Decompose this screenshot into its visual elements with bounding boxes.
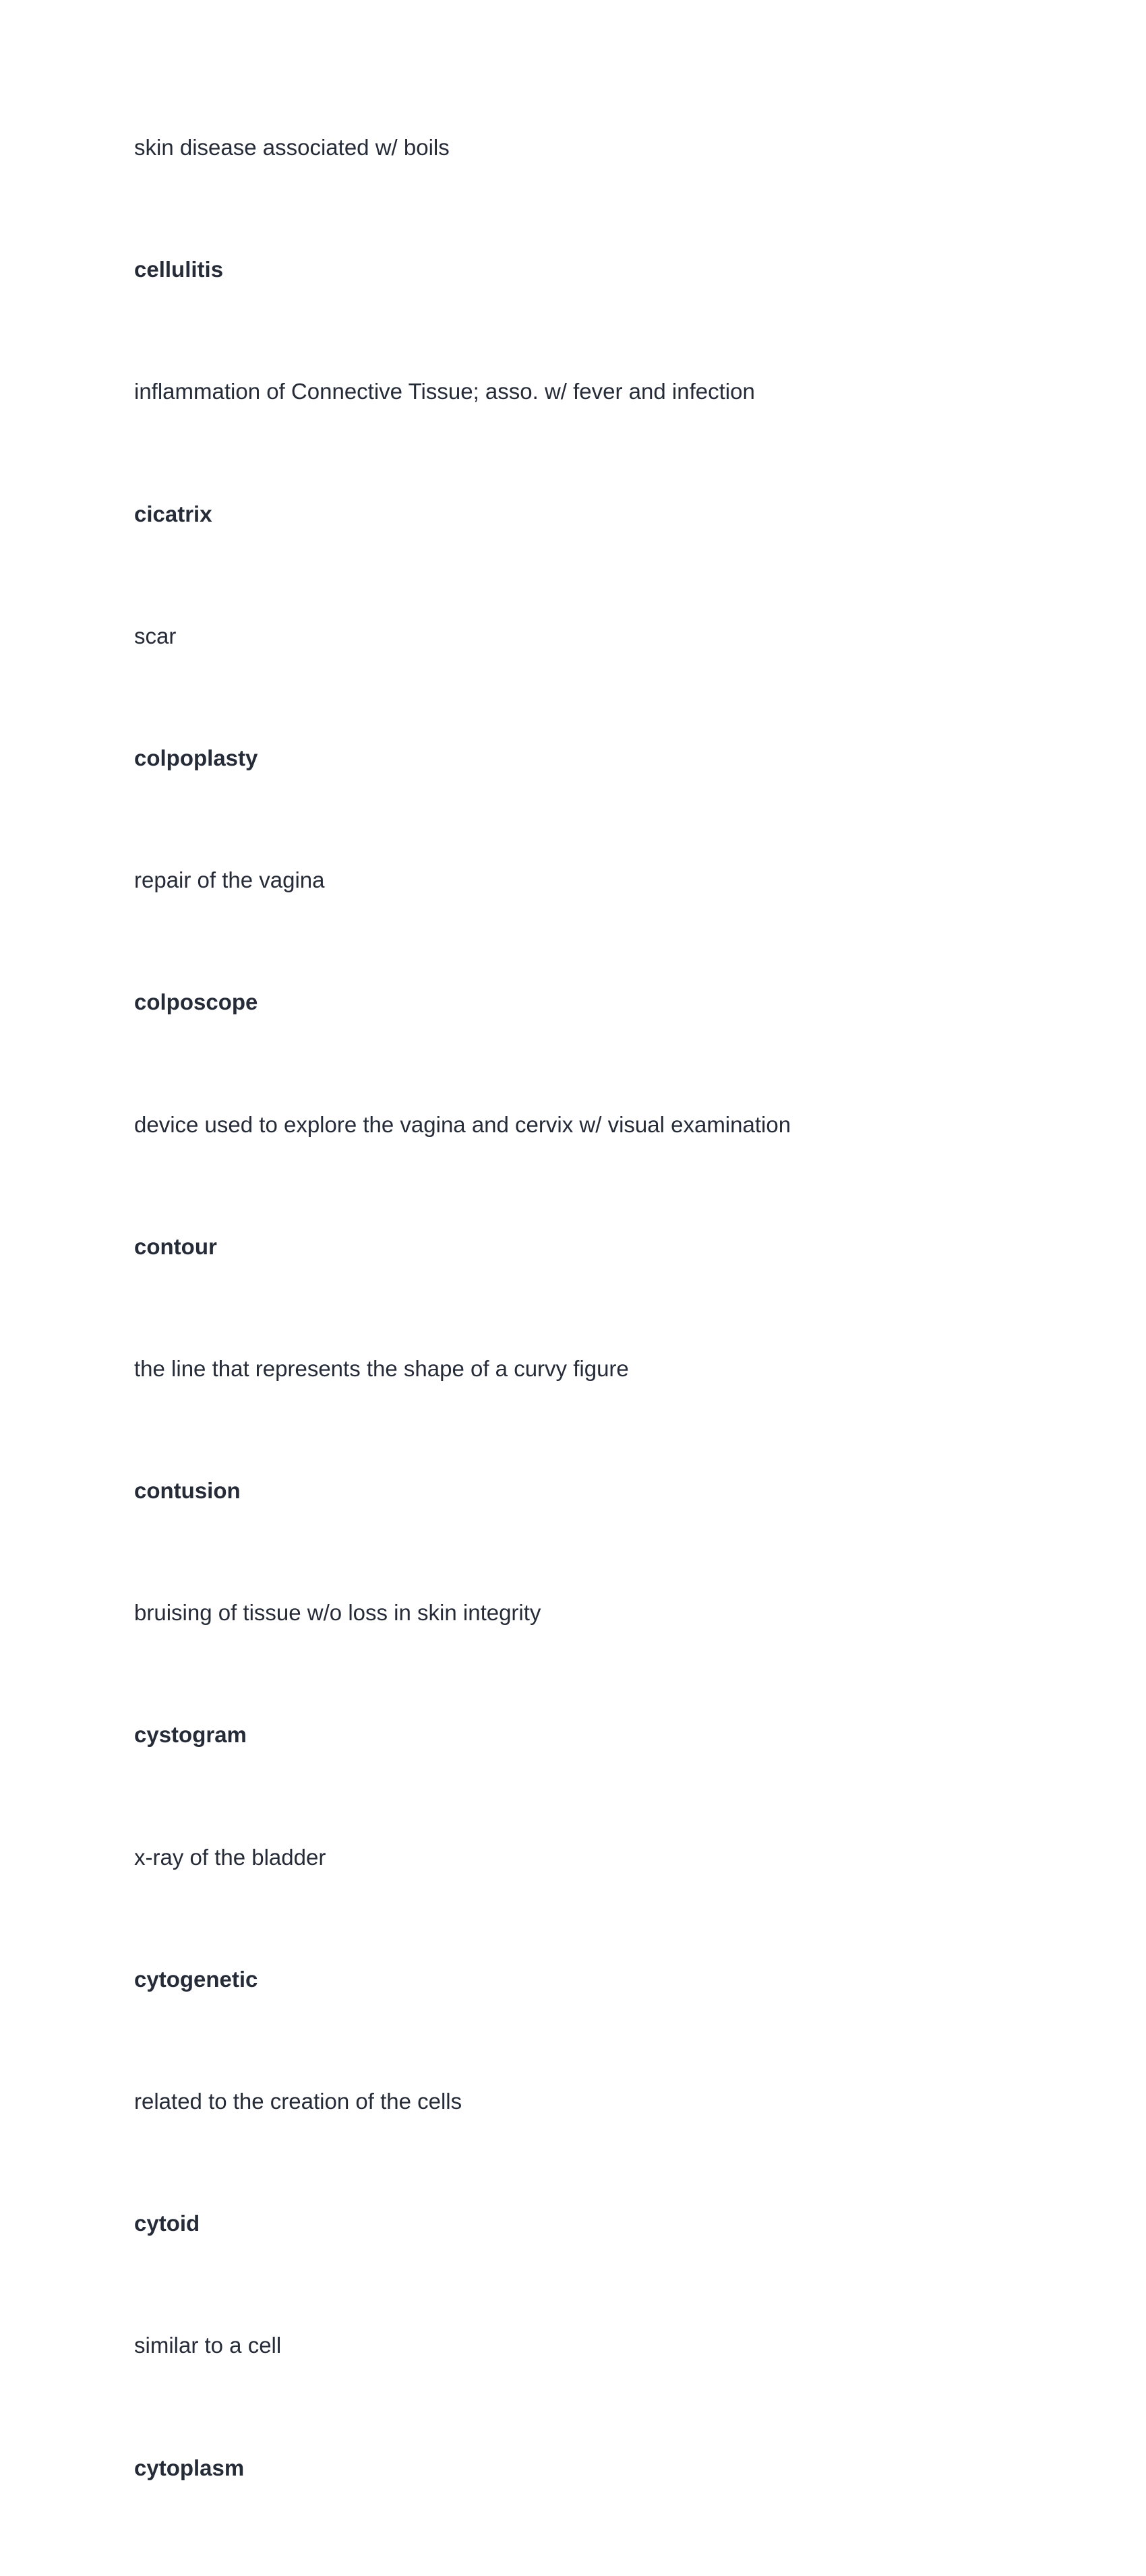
glossary-definition: scar <box>134 623 177 648</box>
glossary-list <box>134 133 1011 2576</box>
glossary-term: colpoplasty <box>134 745 258 770</box>
glossary-definition: skin disease associated w/ boils <box>134 135 450 160</box>
glossary-term: cellulitis <box>134 257 224 282</box>
glossary-term: colposcope <box>134 989 258 1015</box>
glossary-term: contusion <box>134 1478 241 1504</box>
glossary-definition: similar to a cell <box>134 2333 282 2358</box>
glossary-definition: x-ray of the bladder <box>134 1844 326 1870</box>
glossary-definition: inflammation of Connective Tissue; asso. w/ fever and infection <box>134 379 755 404</box>
glossary-definition: the line that represents the shape of a curvy figure <box>134 1355 629 1381</box>
glossary-term: cytoplasm <box>134 2455 245 2480</box>
glossary-definition: device used to explore the vagina and cervix w/ visual examination <box>134 1111 791 1137</box>
glossary-definition: bruising of tissue w/o loss in skin integrity <box>134 1600 541 1626</box>
glossary-term: cytoid <box>134 2211 200 2236</box>
glossary-term: cicatrix <box>134 501 212 526</box>
glossary-definition: related to the creation of the cells <box>134 2089 462 2114</box>
glossary-term: cystogram <box>134 1722 247 1748</box>
glossary-definition: repair of the vagina <box>134 867 325 893</box>
glossary-term: cytogenetic <box>134 1966 258 1992</box>
glossary-term: contour <box>134 1233 217 1259</box>
